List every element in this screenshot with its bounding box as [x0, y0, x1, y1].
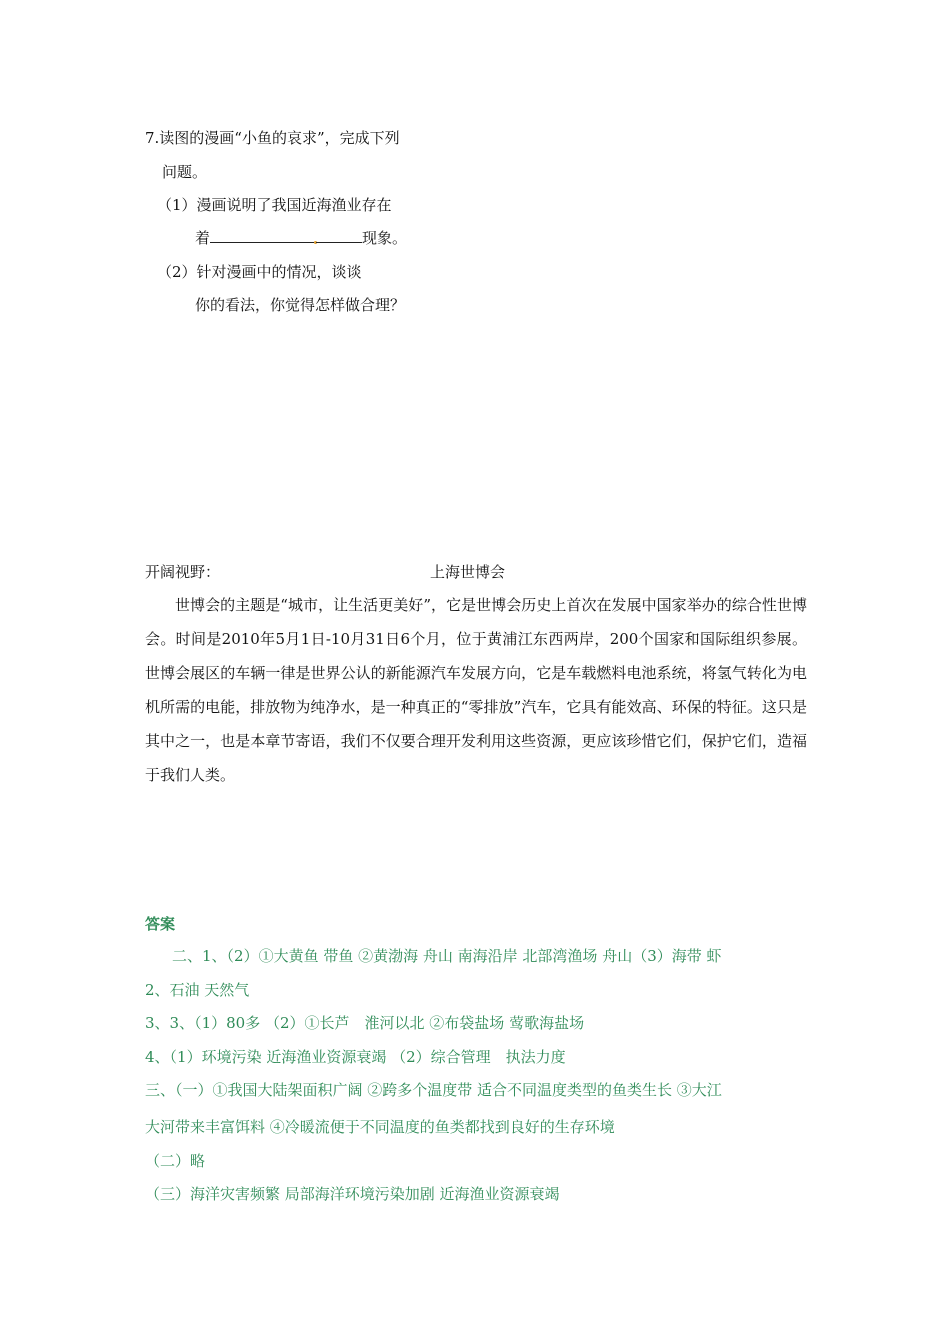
answer-line-1: 二、1、（2）①大黄鱼 带鱼 ②黄渤海 舟山 南海沿岸 北部湾渔场 舟山（3）海带 虾 — [172, 947, 722, 965]
answer-line-5: 三、（一）①我国大陆架面积广阔 ②跨多个温度带 适合不同温度类型的鱼类生长 ③大江 — [145, 1081, 722, 1099]
answer-line-8: （三）海洋灾害频繁 局部海洋环境污染加剧 近海渔业资源衰竭 — [145, 1185, 560, 1203]
question-7-part-1-line-1: （1）漫画说明了我国近海渔业存在 — [157, 196, 392, 214]
answer-blank-continued[interactable] — [316, 228, 362, 243]
part-1-prefix: 着 — [195, 229, 211, 247]
answer-line-7: （二）略 — [145, 1152, 206, 1170]
answer-line-3: 3、3、（1）80多 （2）①长芦 淮河以北 ②布袋盐场 莺歌海盐场 — [145, 1014, 585, 1032]
answer-line-6: 大河带来丰富饵料 ④冷暖流便于不同温度的鱼类都找到良好的生存环境 — [145, 1118, 615, 1136]
vision-paragraph-block — [145, 588, 807, 792]
question-7-line-2: 问题。 — [162, 163, 208, 181]
answer-line-2: 2、石油 天然气 — [145, 981, 250, 999]
question-7-part-2-line-2: 你的看法，你觉得怎样做合理？ — [195, 296, 406, 314]
answers-title: 答案 — [145, 915, 176, 933]
question-7-part-2-line-1: （2）针对漫画中的情况，谈谈 — [157, 263, 362, 281]
vision-label: 开阔视野： — [145, 563, 221, 581]
answer-line-4: 4、（1）环境污染 近海渔业资源衰竭 （2）综合管理 执法力度 — [145, 1048, 566, 1066]
question-7-part-1-line-2 — [195, 228, 407, 248]
part-1-suffix: 现象。 — [362, 229, 408, 247]
answer-blank[interactable] — [210, 228, 316, 243]
vision-title: 上海世博会 — [430, 563, 506, 581]
question-7-line-1: 7.读图的漫画“小鱼的哀求”，完成下列 — [145, 129, 400, 147]
vision-paragraph: 世博会的主题是“城市，让生活更美好”，它是世博会历史上首次在发展中国家举办的综合性世博会。时间是2010年5月1日-10月31日6个月，位于黄浦江东西两岸，200个国家和国际组织参展。世博会展区的车辆一律是世界公认的新能源汽车发展方向，它是车载燃料电池系统，将氢气转化为电机所需的电能，排放物为纯净水，是一种真正的“零排放”汽车，它具有能效高、环保的特征。这只是其中之一，也是本章节寄语，我们不仅要合理开发利用这些资源，更应该珍惜它们，保护它们，造福于我们人类。 — [145, 596, 807, 784]
